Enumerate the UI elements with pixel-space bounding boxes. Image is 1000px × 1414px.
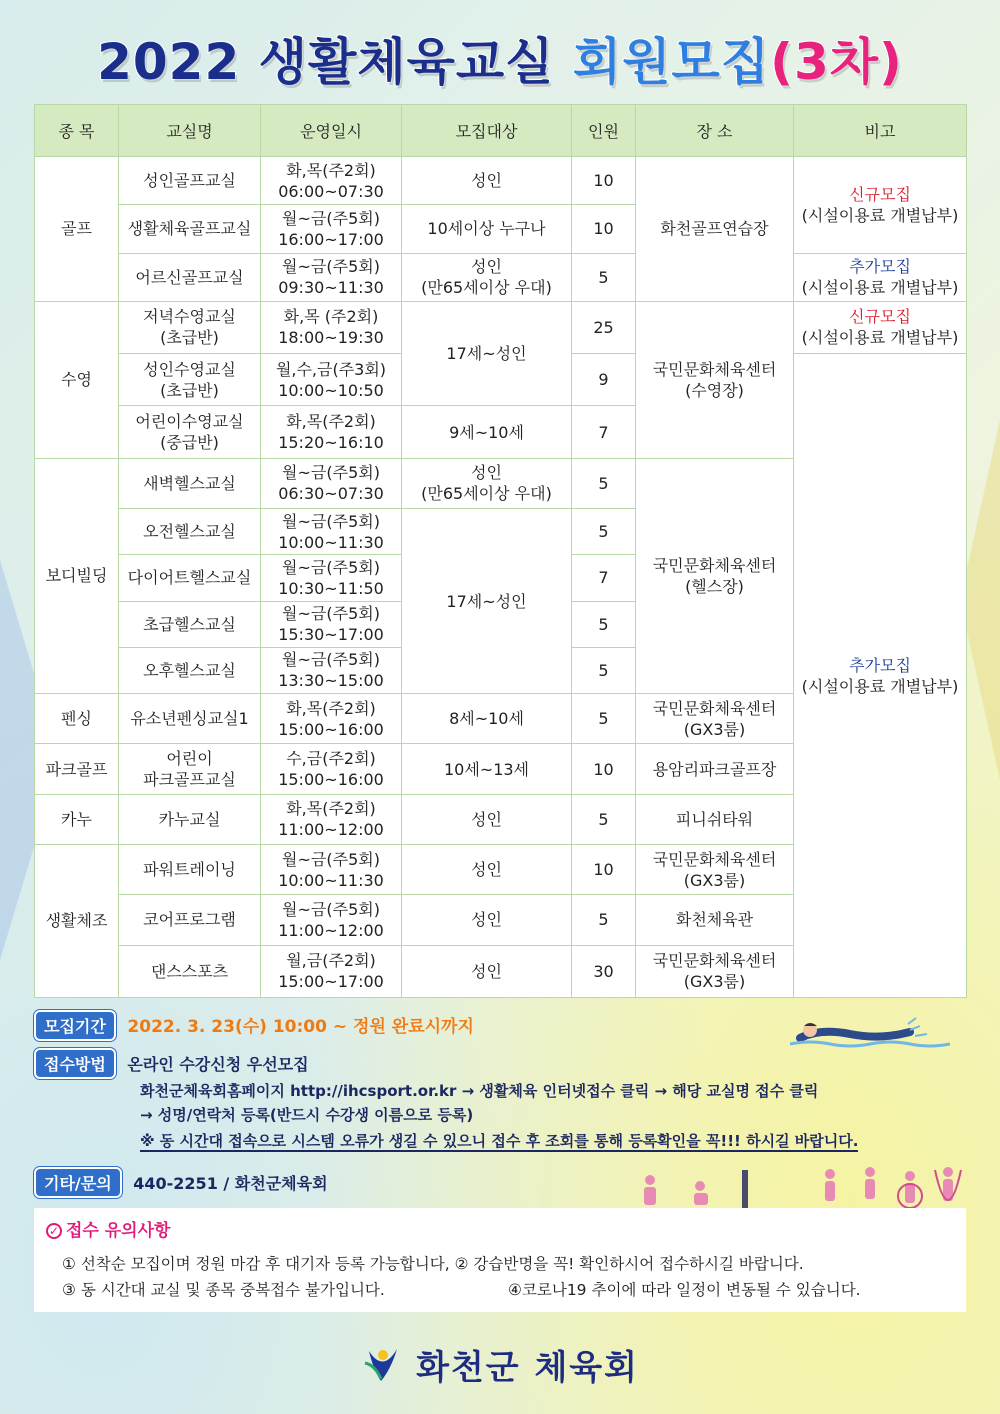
- place-cell: 용암리파크골프장: [636, 744, 794, 794]
- title-year: 2022: [97, 33, 241, 91]
- sport-cell: 펜싱: [35, 694, 119, 744]
- class-name-line1: 어린이수영교실: [135, 412, 244, 432]
- count-cell: 10: [572, 744, 636, 794]
- count-cell: 5: [572, 794, 636, 844]
- method-warning-text: ※ 동 시간대 접속으로 시스템 오류가 생길 수 있으니 접수 후 조회를 통해 등록확인을 꼭!!! 하시길 바랍니다.: [140, 1132, 859, 1150]
- schedule-days: 화,목(주2회): [286, 799, 376, 819]
- schedule-cell: [261, 844, 402, 894]
- schedule-days: 화,목(주2회): [286, 160, 376, 180]
- note-extra: 추가모집: [849, 257, 911, 277]
- schedule-cell: [261, 354, 402, 406]
- target-line2: (만65세이상 우대): [421, 484, 552, 504]
- target-cell: [402, 253, 572, 301]
- sport-cell: 파크골프: [35, 744, 119, 794]
- class-name: 생활체육골프교실: [119, 205, 261, 253]
- note-fee: (시설이용료 개별납부): [801, 328, 959, 348]
- schedule-days: 월,금(주2회): [286, 951, 376, 971]
- notice-line1: ① 선착순 모집이며 정원 마감 후 대기자 등록 가능합니다, ② 강습반명을 꼭! 확인하시어 접수하시길 바랍니다.: [62, 1255, 804, 1273]
- schedule-days: 월,수,금(주3회): [275, 359, 387, 379]
- sport-cell: 골프: [35, 157, 119, 302]
- org-name: 화천군 체육회: [416, 1348, 639, 1388]
- schedule-time: 18:00~19:30: [278, 328, 384, 348]
- class-name: [119, 744, 261, 794]
- schedule-days: 월~금(주5회): [282, 557, 380, 577]
- place-cell: [636, 844, 794, 894]
- class-name-line1: 저녁수영교실: [143, 307, 236, 327]
- header-schedule: 운영일시: [261, 105, 402, 157]
- schedule-time: 15:30~17:00: [278, 625, 384, 645]
- class-name-line2: (초급반): [160, 328, 219, 348]
- schedule-cell: [261, 157, 402, 205]
- schedule-cell: [261, 253, 402, 301]
- schedule-cell: [261, 694, 402, 744]
- class-name: 어르신골프교실: [119, 253, 261, 301]
- count-cell: 5: [572, 647, 636, 693]
- schedule-cell: [261, 458, 402, 508]
- check-icon: ✓: [46, 1223, 62, 1239]
- header-class: 교실명: [119, 105, 261, 157]
- target-line1: 성인: [471, 463, 502, 483]
- sport-cell: 수영: [35, 301, 119, 458]
- schedule-days: 월~금(주5회): [282, 650, 380, 670]
- contact-row: [34, 1167, 328, 1198]
- place-cell: 화천골프연습장: [636, 157, 794, 302]
- place-line1: 국민문화체육센터: [652, 359, 777, 379]
- schedule-table: [34, 104, 967, 998]
- schedule-days: 화,목(주2회): [286, 698, 376, 718]
- class-name: 성인골프교실: [119, 157, 261, 205]
- method-value: 온라인 수강신청 우선모집: [127, 1055, 309, 1074]
- schedule-time: 10:00~10:50: [278, 380, 384, 400]
- schedule-time: 10:30~11:50: [278, 578, 384, 598]
- class-name: 초급헬스교실: [119, 601, 261, 647]
- class-name: [119, 406, 261, 458]
- class-name-line2: (중급반): [160, 433, 219, 453]
- notice-title: 접수 유의사항: [66, 1221, 171, 1241]
- count-cell: 5: [572, 253, 636, 301]
- notice-line2b: ④코로나19 추이에 따라 일정이 변동될 수 있습니다.: [508, 1281, 861, 1299]
- place-line1: 국민문화체육센터: [652, 951, 777, 971]
- schedule-cell: [261, 945, 402, 997]
- place-line1: 국민문화체육센터: [652, 555, 777, 575]
- schedule-cell: [261, 555, 402, 601]
- schedule-time: 15:00~16:00: [278, 719, 384, 739]
- note-cell: [794, 157, 967, 254]
- schedule-cell: [261, 406, 402, 458]
- target-cell: 8세~10세: [402, 694, 572, 744]
- schedule-time: 10:00~11:30: [278, 532, 384, 552]
- class-name: 카누교실: [119, 794, 261, 844]
- schedule-days: 월~금(주5회): [282, 257, 380, 277]
- target-line2: (만65세이상 우대): [421, 278, 552, 298]
- table-row: [35, 157, 967, 205]
- target-line1: 성인: [471, 257, 502, 277]
- place-line2: (GX3룸): [683, 972, 746, 992]
- target-cell: 9세~10세: [402, 406, 572, 458]
- count-cell: 30: [572, 945, 636, 997]
- period-value: 2022. 3. 23(수) 10:00 ~ 정원 완료시까지: [127, 1017, 474, 1037]
- class-name: 다이어트헬스교실: [119, 555, 261, 601]
- note-fee: (시설이용료 개별납부): [801, 205, 959, 225]
- schedule-time: 15:00~17:00: [278, 972, 384, 992]
- schedule-days: 월~금(주5회): [282, 208, 380, 228]
- schedule-days: 월~금(주5회): [282, 463, 380, 483]
- place-cell: [636, 301, 794, 458]
- title-main: 생활체육교실: [258, 33, 555, 91]
- place-line1: 국민문화체육센터: [652, 698, 777, 718]
- schedule-time: 13:30~15:00: [278, 671, 384, 691]
- note-cell: [794, 354, 967, 998]
- header-target: 모집대상: [402, 105, 572, 157]
- header-count: 인원: [572, 105, 636, 157]
- target-cell: 10세이상 누구나: [402, 205, 572, 253]
- class-name: 댄스스포츠: [119, 945, 261, 997]
- schedule-days: 월~금(주5회): [282, 849, 380, 869]
- class-name-line2: 파크골프교실: [143, 770, 236, 790]
- note-fee: (시설이용료 개별납부): [801, 278, 959, 298]
- notice-heading: [46, 1216, 170, 1241]
- schedule-days: 화,목 (주2회): [283, 307, 379, 327]
- sport-cell: 보디빌딩: [35, 458, 119, 693]
- count-cell: 5: [572, 509, 636, 555]
- method-line2: → 성명/연락처 등록(반드시 수강생 이름으로 등록): [140, 1106, 474, 1124]
- notice-line2a: ③ 동 시간대 교실 및 종목 중복접수 불가입니다.: [62, 1281, 385, 1299]
- schedule-days: 월~금(주5회): [282, 899, 380, 919]
- place-line2: (GX3룸): [683, 719, 746, 739]
- period-label: 모집기간: [34, 1010, 116, 1041]
- note-cell: [794, 301, 967, 353]
- title-round: (3차): [770, 33, 903, 91]
- class-name: 새벽헬스교실: [119, 458, 261, 508]
- schedule-days: 수,금(주2회): [286, 749, 376, 769]
- schedule-time: 11:00~12:00: [278, 820, 384, 840]
- schedule-cell: [261, 509, 402, 555]
- schedule-cell: [261, 205, 402, 253]
- schedule-time: 09:30~11:30: [278, 278, 384, 298]
- target-cell: [402, 458, 572, 508]
- schedule-cell: [261, 647, 402, 693]
- place-cell: [636, 945, 794, 997]
- header-note: 비고: [794, 105, 967, 157]
- note-new: 신규모집: [849, 307, 911, 327]
- contact-value: 440-2251 / 화천군체육회: [133, 1174, 328, 1193]
- table-row: [35, 301, 967, 353]
- swimmer-illustration: [790, 1010, 950, 1050]
- place-line1: 국민문화체육센터: [652, 849, 777, 869]
- method-row: [34, 1048, 309, 1079]
- place-line2: (수영장): [685, 380, 744, 400]
- class-name: [119, 301, 261, 353]
- count-cell: 25: [572, 301, 636, 353]
- count-cell: 10: [572, 205, 636, 253]
- schedule-time: 11:00~12:00: [278, 920, 384, 940]
- class-name: 오전헬스교실: [119, 509, 261, 555]
- period-row: [34, 1010, 474, 1041]
- title-accent: 회원모집: [572, 33, 771, 91]
- sport-cell: 카누: [35, 794, 119, 844]
- page-title: [0, 22, 1000, 94]
- class-name: [119, 354, 261, 406]
- sport-cell: 생활체조: [35, 844, 119, 997]
- target-cell: 성인: [402, 157, 572, 205]
- schedule-time: 06:00~07:30: [278, 181, 384, 201]
- note-extra: 추가모집: [849, 655, 911, 675]
- target-cell: 성인: [402, 794, 572, 844]
- place-cell: [636, 694, 794, 744]
- method-warning: [140, 1130, 858, 1151]
- schedule-days: 화,목(주2회): [286, 412, 376, 432]
- contact-label: 기타/문의: [34, 1167, 122, 1198]
- table-header-row: [35, 105, 967, 157]
- method-line1: 화천군체육회홈페이지 http://ihcsport.or.kr → 생활체육 인터넷접수 클릭 → 해당 교실명 접수 클릭: [140, 1082, 819, 1100]
- org-emblem-icon: [361, 1343, 405, 1387]
- footer-logo: [0, 1340, 1000, 1389]
- count-cell: 7: [572, 406, 636, 458]
- count-cell: 5: [572, 694, 636, 744]
- schedule-time: 16:00~17:00: [278, 229, 384, 249]
- header-sport: 종 목: [35, 105, 119, 157]
- note-fee: (시설이용료 개별납부): [801, 676, 959, 696]
- place-line2: (헬스장): [685, 576, 744, 596]
- class-name-line2: (초급반): [160, 380, 219, 400]
- schedule-cell: [261, 601, 402, 647]
- note-new: 신규모집: [849, 184, 911, 204]
- count-cell: 5: [572, 895, 636, 945]
- schedule-cell: [261, 301, 402, 353]
- target-cell: 10세~13세: [402, 744, 572, 794]
- target-cell: 17세~성인: [402, 301, 572, 406]
- schedule-time: 15:20~16:10: [278, 433, 384, 453]
- class-name: 오후헬스교실: [119, 647, 261, 693]
- table-row: [35, 253, 967, 301]
- target-cell: 17세~성인: [402, 509, 572, 694]
- count-cell: 9: [572, 354, 636, 406]
- count-cell: 5: [572, 601, 636, 647]
- class-name-line1: 어린이: [166, 749, 213, 769]
- schedule-cell: [261, 895, 402, 945]
- target-cell: 성인: [402, 945, 572, 997]
- schedule-cell: [261, 744, 402, 794]
- count-cell: 7: [572, 555, 636, 601]
- class-name-line1: 성인수영교실: [143, 359, 236, 379]
- schedule-time: 06:30~07:30: [278, 484, 384, 504]
- target-cell: 성인: [402, 844, 572, 894]
- target-cell: 성인: [402, 895, 572, 945]
- class-name: 유소년펜싱교실1: [119, 694, 261, 744]
- schedule-days: 월~금(주5회): [282, 511, 380, 531]
- header-place: 장 소: [636, 105, 794, 157]
- place-cell: [636, 458, 794, 693]
- count-cell: 10: [572, 157, 636, 205]
- schedule-days: 월~금(주5회): [282, 604, 380, 624]
- place-cell: 화천체육관: [636, 895, 794, 945]
- method-label: 접수방법: [34, 1048, 116, 1079]
- place-cell: 피니쉬타워: [636, 794, 794, 844]
- place-line2: (GX3룸): [683, 870, 746, 890]
- class-name: 파워트레이닝: [119, 844, 261, 894]
- schedule-time: 10:00~11:30: [278, 870, 384, 890]
- schedule-time: 15:00~16:00: [278, 770, 384, 790]
- count-cell: 5: [572, 458, 636, 508]
- schedule-cell: [261, 794, 402, 844]
- class-name: 코어프로그램: [119, 895, 261, 945]
- note-cell: [794, 253, 967, 301]
- count-cell: 10: [572, 844, 636, 894]
